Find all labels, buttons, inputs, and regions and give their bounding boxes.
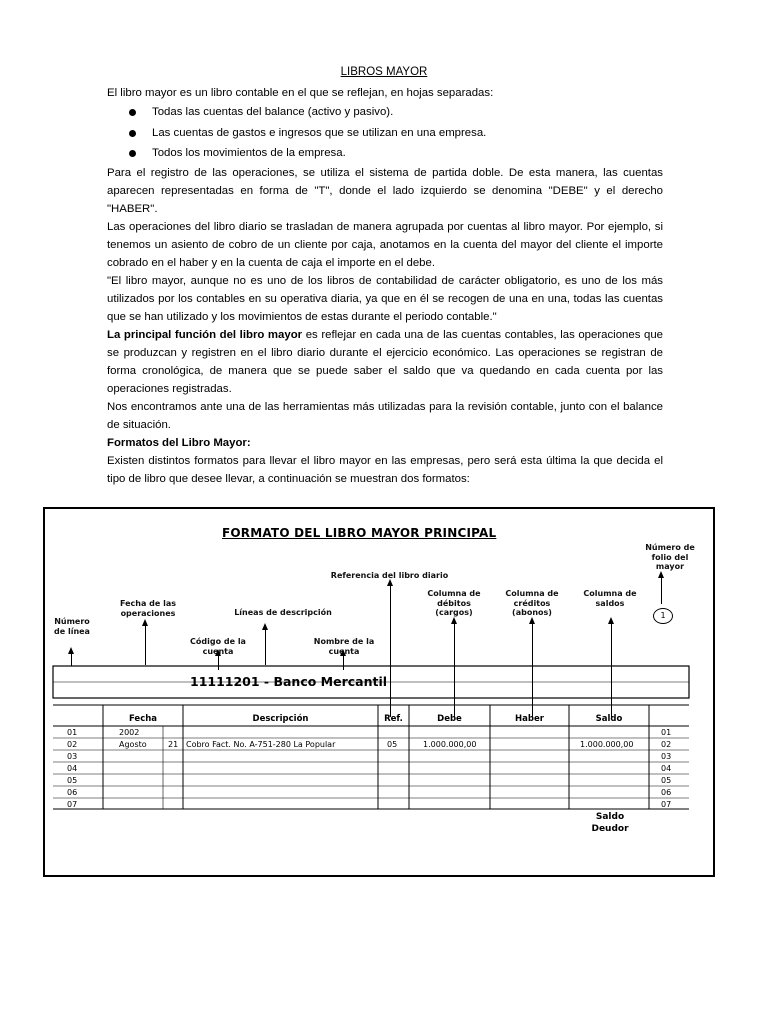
label-debitos: Columna de débitos (cargos)	[427, 589, 481, 617]
bullet-item: Todos los movimientos de la empresa.	[107, 143, 663, 164]
paragraph-herramientas: Nos encontramos ante una de las herramientas más utilizadas para la revisión contable, junto con el balance de situación.	[107, 400, 663, 431]
col-fecha: Fecha	[128, 714, 158, 724]
cell-folio-line: 02	[661, 740, 672, 749]
cell-line-number: 07	[67, 800, 78, 809]
cell-line-number: 01	[67, 728, 78, 737]
cell-folio-line: 04	[661, 764, 672, 773]
paragraph-partida-doble: Para el registro de las operaciones, se utiliza el sistema de partida doble. De esta manera, las cuentas aparecen representadas en forma de "T", donde el lado izquierdo se denomina "DEBE" y el derecho "HABER".	[107, 166, 663, 215]
paragraph-operaciones: Las operaciones del libro diario se trasladan de manera agrupada por cuentas al libro mayor. Por ejemplo, si tenemos un asiento de cobro de un cliente por caja, anotamos en la cuenta del mayor del cliente el importe cobrado en el haber y en la cuenta de caja el importe en el debe.	[107, 220, 663, 269]
cell-descripcion: Cobro Fact. No. A-751-280 La Popular	[186, 740, 336, 749]
figure-title: FORMATO DEL LIBRO MAYOR PRINCIPAL	[222, 526, 497, 540]
label-numero-linea: Número de línea	[54, 617, 90, 636]
cell-debe: 1.000.000,00	[423, 740, 477, 749]
paragraph-formatos: Existen distintos formatos para llevar el libro mayor en las empresas, pero será esta última la que decida el tipo de libro que desee llevar, a continuación se muestran dos formatos:	[107, 454, 663, 485]
paragraph-cita: "El libro mayor, aunque no es uno de los libros de contabilidad de carácter obligatorio, es uno de los más utilizados por los contables en su operativa diaria, ya que en él se recogen de una en una, todas las cuentas que se han utilizado y los movimientos de estas durante el periodo contable."	[107, 274, 663, 323]
label-nombre: Nombre de la cuenta	[313, 637, 375, 656]
cell-line-number: 02	[67, 740, 78, 749]
paragraph-funcion: La principal función del libro mayor es reflejar en cada una de las cuentas contables, las operaciones que se produzcan y registren en el libro diario durante el ejercicio económico. Las operaciones se registran de forma cronológica, de manera que se puede saber el saldo que va quedando en cada cuenta por las operaciones registradas.	[107, 328, 663, 395]
label-fecha: Fecha de las operaciones	[119, 599, 177, 618]
bullet-list	[107, 102, 663, 164]
label-numero-folio: Número de folio del mayor	[645, 543, 695, 571]
account-header: 11111201 - Banco Mercantil	[190, 674, 388, 689]
cell-line-number: 05	[67, 776, 78, 785]
col-debe: Debe	[437, 714, 462, 724]
cell-saldo: 1.000.000,00	[580, 740, 634, 749]
bullet-icon	[129, 130, 136, 137]
document-body	[107, 84, 663, 488]
col-ref: Ref.	[384, 714, 403, 724]
cell-folio-line: 03	[661, 752, 672, 761]
label-lineas: Líneas de descripción	[234, 608, 332, 617]
cell-folio-line: 06	[661, 788, 672, 797]
ledger-format-figure	[43, 507, 715, 877]
cell-dia: 21	[168, 740, 179, 749]
cell-folio-line: 05	[661, 776, 672, 785]
cell-folio-line: 07	[661, 800, 672, 809]
folio-number-badge: 1	[653, 608, 673, 624]
col-descripcion: Descripción	[252, 714, 309, 724]
cell-folio-line: 01	[661, 728, 672, 737]
cell-line-number: 06	[67, 788, 78, 797]
cell-line-number: 03	[67, 752, 78, 761]
intro-paragraph: El libro mayor es un libro contable en el que se reflejan, en hojas separadas:	[107, 87, 494, 99]
document-title: LIBROS MAYOR	[340, 66, 428, 78]
bullet-icon	[129, 109, 136, 116]
cell-line-number: 04	[67, 764, 78, 773]
label-saldos: Columna de saldos	[583, 589, 637, 608]
label-referencia: Referencia del libro diario	[330, 571, 449, 580]
bullet-item: Las cuentas de gastos e ingresos que se utilizan en una empresa.	[107, 123, 663, 144]
col-haber: Haber	[515, 714, 544, 724]
col-saldo: Saldo	[595, 714, 623, 724]
bullet-item: Todas las cuentas del balance (activo y pasivo).	[107, 102, 663, 123]
label-creditos: Columna de créditos (abonos)	[505, 589, 559, 617]
cell-fecha: 2002	[119, 728, 140, 737]
saldo-deudor-label: Saldo Deudor	[591, 812, 629, 834]
bullet-icon	[129, 150, 136, 157]
cell-fecha: Agosto	[119, 740, 147, 749]
section-heading: Formatos del Libro Mayor:	[107, 436, 251, 449]
label-codigo: Código de la cuenta	[190, 637, 246, 656]
cell-ref: 05	[387, 740, 398, 749]
